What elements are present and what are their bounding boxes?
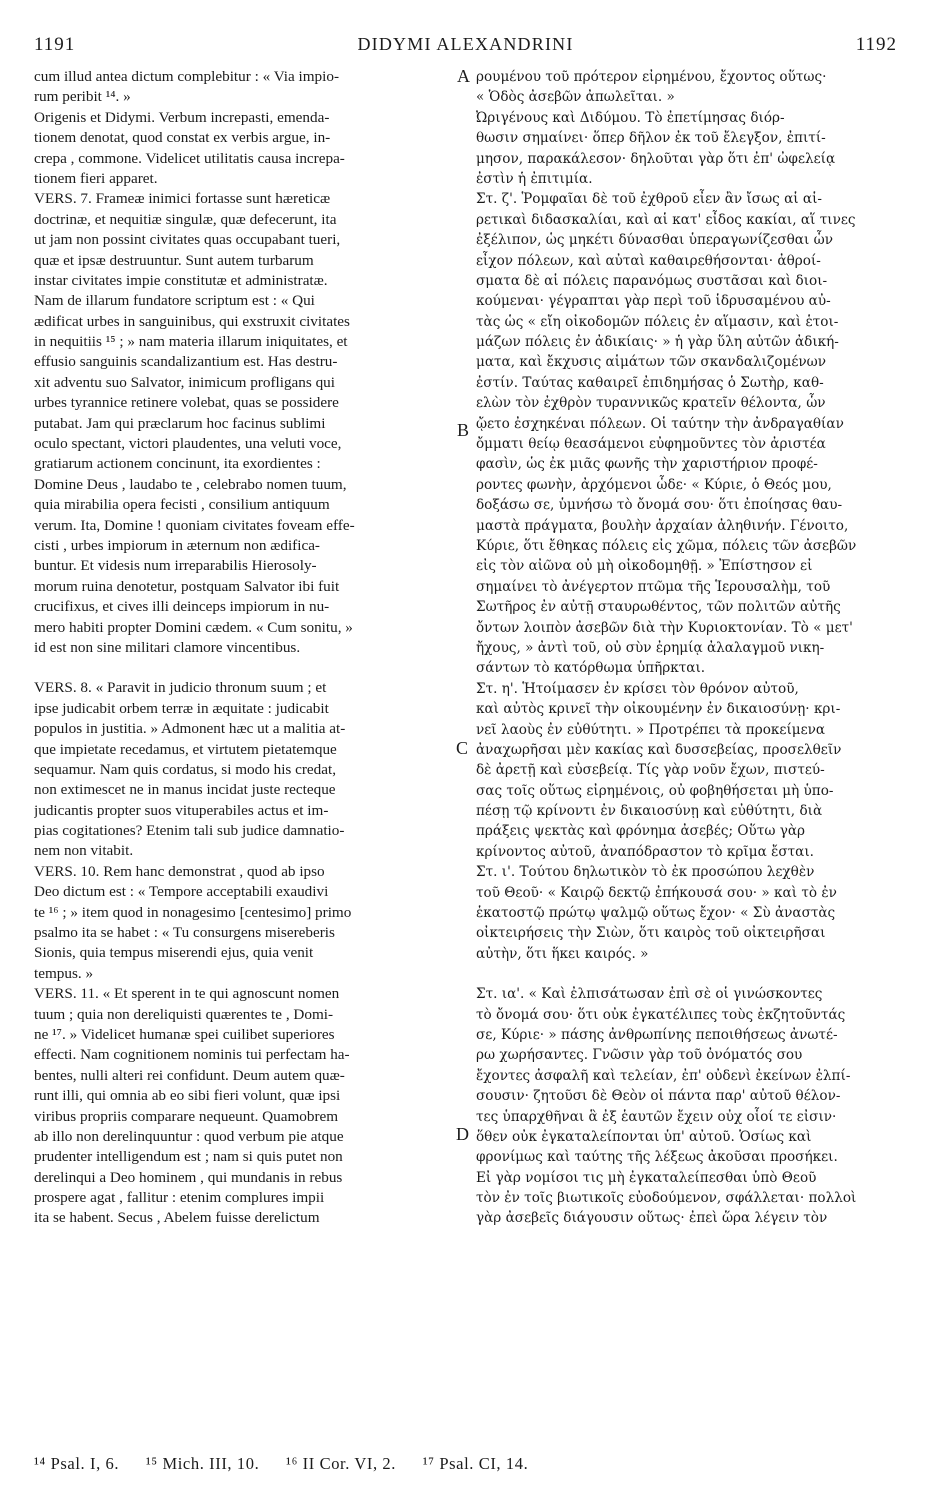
text-line: ne ¹⁷. » Videlicet humanæ spei cuilibet superiores [34,1025,335,1043]
text-line: pias cogitationes? Etenim tali sub judice damnatio- [34,822,345,840]
text-line: νεῖ λαοὺς ἐν εὐθύτητι. » Προτρέπει τὰ προκείμενα [476,721,826,738]
page-header [34,34,897,58]
text-line: judicantis propter suos vituperabiles actus et im- [34,801,329,819]
text-line: αὐτὴν, ὅτι ἥκει καιρός. » [476,945,649,962]
text-line: τὸ ὄνομά σου· ὅτι οὐκ ἐγκατέλιπες τοὺς ἐκζητοῦντάς [476,1006,846,1023]
paragraph-gap [34,658,450,678]
text-line: μησον, παρακάλεσον· δηλοῦται γὰρ ὅτι ἐπ' ὠφελείᾳ [476,150,836,167]
paragraph [34,678,450,862]
text-line: bentes, nulli alteri rei confidunt. Deum autem quæ- [34,1066,345,1084]
margin-marker-b: B [457,420,470,440]
text-line: εἶχον πόλεων, καὶ αὐταὶ καθαιρεθήσονται· ἀθροί- [476,252,821,269]
text-line: verum. Ita, Domine ! quoniam civitates foveam effe- [34,516,355,534]
margin-marker-c: C [456,738,469,758]
text-line: VERS. 7. Frameæ inimici fortasse sunt hæreticæ [34,190,331,208]
running-title: DIDYMI ALEXANDRINI [357,34,574,54]
text-line: mero habiti propter Domini cædem. « Cum sonitu, » [34,618,353,636]
paragraph [34,67,450,108]
text-line: πέσῃ τῷ κρίνοντι ἐν δικαιοσύνῃ καὶ εὐθύτητι, διὰ [476,803,823,820]
text-line: VERS. 8. « Paravit in judicio thronum suum ; et [34,679,327,697]
text-line: cum illud antea dictum complebitur : « Via impio- [34,68,340,85]
text-line: crucifixus, et cives illi deinceps impiorum in nu- [34,598,330,616]
text-line: σάντων τὸ κατόρθωμα ὑπῆρκται. [476,660,706,677]
text-line: nem non vitabit. [34,842,134,860]
text-line: οἰκτειρήσεις τὴν Σιὼν, ὅτι καιρὸς τοῦ οἰκτειρῆσαι [476,925,826,942]
text-line: ὅθεν οὐκ ἐγκαταλείπονται ὑπ' αὐτοῦ. Ὁσίως καὶ [476,1128,812,1145]
footnote-16: ¹⁶ II Cor. VI, 2. [286,1454,397,1473]
text-line: morum ruina denotetur, postquam Salvator ibi fuit [34,577,340,595]
text-line: « Ὁδὸς ἀσεβῶν ἀπωλεῖται. » [476,89,675,106]
text-line: μάζων πόλεις ἐν ἀδικίαις· » ἡ γὰρ ὕλη αὐτῶν ἀδική- [476,334,839,351]
text-line: ᾤετο ἐσχηκέναι πόλεων. Οἱ ταύτην τὴν ἀνδραγαθίαν [476,415,844,432]
margin-marker-d: D [456,1124,469,1144]
text-line: VERS. 10. Rem hanc demonstrat , quod ab ipso [34,862,325,880]
latin-column [34,67,450,1229]
text-line: tuum ; quia non dereliquisti quærentes te , Domi- [34,1005,334,1023]
text-line: tionem fieri apparet. [34,169,158,187]
text-line: κούμεναι· γέγραπται γὰρ περὶ τοῦ ἱδρυσαμένου αὐ- [476,293,831,310]
text-line: κρίνοντος αὐτοῦ, ἀναπόδραστον τὸ κρῖμα ἔσται. [476,843,814,860]
text-line: tionem denotat, quod constat ex verbis argue, in- [34,129,331,147]
text-line: ἐστὶν ἡ ἐπιτιμία. [476,170,593,187]
text-line: prudenter intelligendum est ; nam si quis putet non [34,1148,343,1166]
paragraph [476,189,893,678]
text-line: Domine Deus , laudabo te , celebrabo nomen tuum, [34,475,347,493]
text-line: ρετικαὶ διδασκαλίαι, καὶ αἱ κατ' εἶδος κακίαι, αἵ τινες [476,211,856,228]
footnotes [34,1454,897,1474]
text-line: σματα δὲ αἱ πόλεις παρανόμως συστᾶσαι καὶ διοι- [476,272,828,289]
text-line: instar civitates impie constitutæ et administratæ. [34,271,328,289]
text-line: τὸν ἐν τοῖς βιωτικοῖς εὐοδούμενον, σφάλλεται· πολλοὶ [476,1190,857,1207]
text-line: τες ὑπαρχθῆναι ἃ ἐξ ἑαυτῶν ἔχειν οὐχ οἷοί τε εἰσιν· [476,1108,837,1125]
text-line: cisti , urbes impiorum in æternum non ædifica- [34,536,320,554]
text-line: ut jam non possint civitates quas occupabant tueri, [34,231,341,249]
text-line: Στ. η'. Ἡτοίμασεν ἐν κρίσει τὸν θρόνον αὐτοῦ, [476,680,799,697]
text-line: ἤχους, » ἀντὶ τοῦ, οὐ σὺν ἐρημίᾳ ἀλαλαγμοῦ νικη- [476,639,825,656]
paragraph [34,862,450,984]
text-line: id est non sine militari clamore vincentibus. [34,638,301,656]
text-line: oculo spectant, victori plaudentes, una veluti voce, [34,435,342,453]
footnote-14: ¹⁴ Psal. I, 6. [34,1454,120,1473]
text-line: τὰς ὡς « εἴη οἰκοδομῶν πόλεις ἐν αἵμασιν, καὶ ἑτοι- [476,313,839,330]
footnote-17: ¹⁷ Psal. CI, 14. [422,1454,529,1473]
text-line: xit adventu suo Salvator, inimicum profligans qui [34,373,335,391]
text-line: derelinqui a Deo hominem , qui mundanis in rebus [34,1168,343,1186]
text-line: ρω χωρήσαντες. Γνῶσιν γὰρ τοῦ ὀνόματός σου [476,1047,803,1064]
text-line: σημαίνει τὸ ἀνέγερτον πτῶμα τῆς Ἱερουσαλὴμ, τοῦ [476,578,831,595]
text-line: non extimescet ne in manus incidat juste recteque [34,781,336,799]
text-line: σουσιν· ζητοῦσι δὲ Θεὸν οἱ πάντα παρ' αὐτοῦ θέλον- [476,1088,841,1105]
text-line: ὄντων λοιπὸν ἀσεβῶν διὰ τὴν Κυριοκτονίαν. Τὸ « μετ' [476,619,853,636]
text-line: Στ. ζ'. Ῥομφαῖαι δὲ τοῦ ἐχθροῦ εἶεν ἂν ἴσως αἱ αἱ- [476,191,823,208]
text-line: Sionis, quia tempus miserendi ejus, quia venit [34,944,314,962]
text-line: populos in justitia. » Admonent hæc ut a malitia at- [34,720,346,738]
paragraph [476,679,893,863]
text-line: quia mirabilia opera fecisti , consilium antiquum [34,496,330,514]
text-line: doctrinæ, et nequitiæ singulæ, quæ defecerunt, ita [34,210,337,228]
text-line: buntur. Et videsis num irreparabilis Hierosoly- [34,557,317,575]
text-line: runt illi, qui omnia ab eo sibi fieri volunt, quæ ipsi [34,1087,341,1105]
text-line: ρουμένου τοῦ πρότερον εἰρημένου, ἔχοντος οὕτως· [476,69,827,85]
text-line: tempus. » [34,964,94,982]
text-line: σας τοῖς οὕτως εἰρημένοις, οὐ φοβηθήσεται μὴ ὑπο- [476,782,834,799]
paragraph [34,189,450,658]
text-line: καὶ αὐτὸς κρινεῖ τὴν οἰκουμένην ἐν δικαιοσύνῃ· κρι- [476,701,841,718]
text-line: γὰρ ἀσεβεῖς διάγουσιν οὕτως· ἐπεὶ ὥρα λέγειν τὸν [476,1210,828,1227]
text-line: Στ. ι'. Τούτου δηλωτικὸν τὸ ἐκ προσώπου λεχθὲν [476,864,815,881]
text-line: quæ et ipsæ destruuntur. Sunt autem turbarum [34,251,314,269]
text-line: πράξεις ψεκτὰς καὶ φρόνημα ἀσεβές; Οὕτω γὰρ [476,823,806,840]
text-line: viribus propriis comparare nequeunt. Quamobrem [34,1107,339,1125]
text-line: crepa , commone. Videlicet utilitatis causa increpa- [34,149,345,167]
text-line: θωσιν σημαίνει· ὅπερ δῆλον ἐκ τοῦ ἔλεγξον, ἐπιτί- [476,130,826,147]
footnote-15: ¹⁵ Mich. III, 10. [145,1454,260,1473]
text-line: ὄμματι θείῳ θεασάμενοι εὐφημοῦντες τὸν ἀριστέα [476,436,826,453]
greek-column [476,67,893,1229]
text-line: τοῦ Θεοῦ· « Καιρῷ δεκτῷ ἐπήκουσά σου· » καὶ τὸ ἐν [476,884,837,901]
text-line: Εἰ γὰρ νομίσοι τις μὴ ἐγκαταλείπεσθαι ὑπὸ Θεοῦ [476,1169,817,1186]
text-line: urbes tyrannice retinere volebat, quas se possidere [34,394,339,412]
text-line: ἐστίν. Ταύτας καθαιρεῖ ἐπιδημήσας ὁ Σωτὴρ, καθ- [476,374,824,391]
text-line: te ¹⁶ ; » item quod in nonagesimo [centesimo] primo [34,903,352,921]
paragraph [476,108,893,190]
text-line: rum peribit ¹⁴. » [34,88,131,106]
text-line: φασὶν, ὡς ἐκ μιᾶς φωνῆς τὴν χαριστήριον προφέ- [476,456,818,473]
text-line: ἔχοντες ἀσφαλῆ καὶ τελείαν, ἐπ' οὐδενὶ ἐκείνων ἐλπί- [476,1067,851,1084]
paragraph-gap [476,964,893,984]
text-line: Κύριε, ὅτι ἔθηκας πόλεις εἰς χῶμα, πόλεις τῶν ἀσεβῶν [476,537,857,554]
text-line: in nequitiis ¹⁵ ; » nam materia illarum iniquitates, et [34,333,348,351]
text-line: Nam de illarum fundatore scriptum est : « Qui [34,292,315,310]
text-line: δοξάσω σε, ὑμνήσω τὸ ὄνομά σου· ὅτι ἐποίησας θαυ- [476,497,843,514]
text-line: sequamur. Nam quis cordatus, si modo his credat, [34,760,337,778]
text-line: Ὠριγένους καὶ Διδύμου. Τὸ ἐπετίμησας διόρ- [476,109,785,126]
text-line: ἐξέλιπον, ὡς μηκέτι δύνασθαι ὑπεραγωνίζεσθαι ὧν [476,232,833,249]
text-line: ædificat urbes in sanguinibus, qui exstruxit civitates [34,312,350,330]
text-line: effecti. Nam cognitionem nominis tui perfectam ha- [34,1046,350,1064]
text-line: Σωτῆρος ἐν αὐτῇ σταυρωθέντος, τῶν πολιτῶν αὐτῆς [476,599,841,616]
paragraph [34,984,450,1229]
text-line: ματα, καὶ ἔκχυσις αἱμάτων τῶν σκανδαλιζομένων [476,354,826,371]
text-line: ἑκατοστῷ πρώτῳ ψαλμῷ οὕτως ἔχον· « Σὺ ἀναστὰς [476,905,836,922]
text-line: psalmo ita se habet : « Tu consurgens misereberis [34,924,335,942]
left-page-number: 1191 [34,34,76,55]
paragraph [476,67,893,108]
margin-marker-a: A [457,66,470,86]
text-line: VERS. 11. « Et sperent in te qui agnoscunt nomen [34,985,340,1003]
text-line: ροντες φωνὴν, ἀρχόμενοι ὧδε· « Κύριε, ὁ Θεός μου, [476,476,832,493]
text-line: σε, Κύριε· » πάσης ἀνθρωπίνης πεποιθήσεως ἀνωτέ- [476,1026,838,1043]
paragraph [34,108,450,190]
text-line: δὲ ἀρετῇ καὶ εὐσεβείᾳ. Τίς γὰρ νοῦν ἔχων, πιστεύ- [476,762,825,779]
text-line: prospere agat , fallitur : etenim complures impii [34,1189,325,1207]
text-line: Origenis et Didymi. Verbum increpasti, emenda- [34,108,330,126]
text-line: ἀναχωρῆσαι μὲν κακίας καὶ δυσσεβείας, προσελθεῖν [476,741,842,758]
text-line: μαστὰ πράγματα, βουλὴν ἀρχαίαν ἀληθινήν. Γένοιτο, [476,517,849,534]
text-line: que impietate recedamus, et virtutem pietatemque [34,740,337,758]
text-line: effusio sanguinis scandalizantium est. Has destru- [34,353,338,371]
text-line: φρονίμως καὶ ταύτης τῆς λέξεως ἀκοῦσαι προσήκει. [476,1149,838,1166]
text-line: putabat. Jam qui præclarum hoc facinus sublimi [34,414,326,432]
text-line: ab illo non derelinquuntur : quod verbum pie atque [34,1127,344,1145]
paragraph [476,984,893,1229]
text-line: εἰς τὸν αἰῶνα οὐ μὴ οἰκοδομηθῇ. » Ἐπίστησον εἰ [476,558,813,575]
text-line: Deo dictum est : « Tempore acceptabili exaudivi [34,883,329,901]
text-line: ελὼν τὸν ἐχθρὸν τυραννικῶς κρατεῖν θέλοντα, ὧν [476,395,826,412]
text-line: gratiarum actionem concinunt, ita exordientes : [34,455,321,473]
text-line: ipse judicabit orbem terræ in æquitate : judicabit [34,699,329,717]
right-page-number: 1192 [855,34,897,55]
paragraph [476,862,893,964]
text-line: Στ. ια'. « Καὶ ἐλπισάτωσαν ἐπὶ σὲ οἱ γινώσκοντες [476,986,823,1003]
text-line: ita se habent. Secus , Abelem fuisse derelictum [34,1209,320,1227]
